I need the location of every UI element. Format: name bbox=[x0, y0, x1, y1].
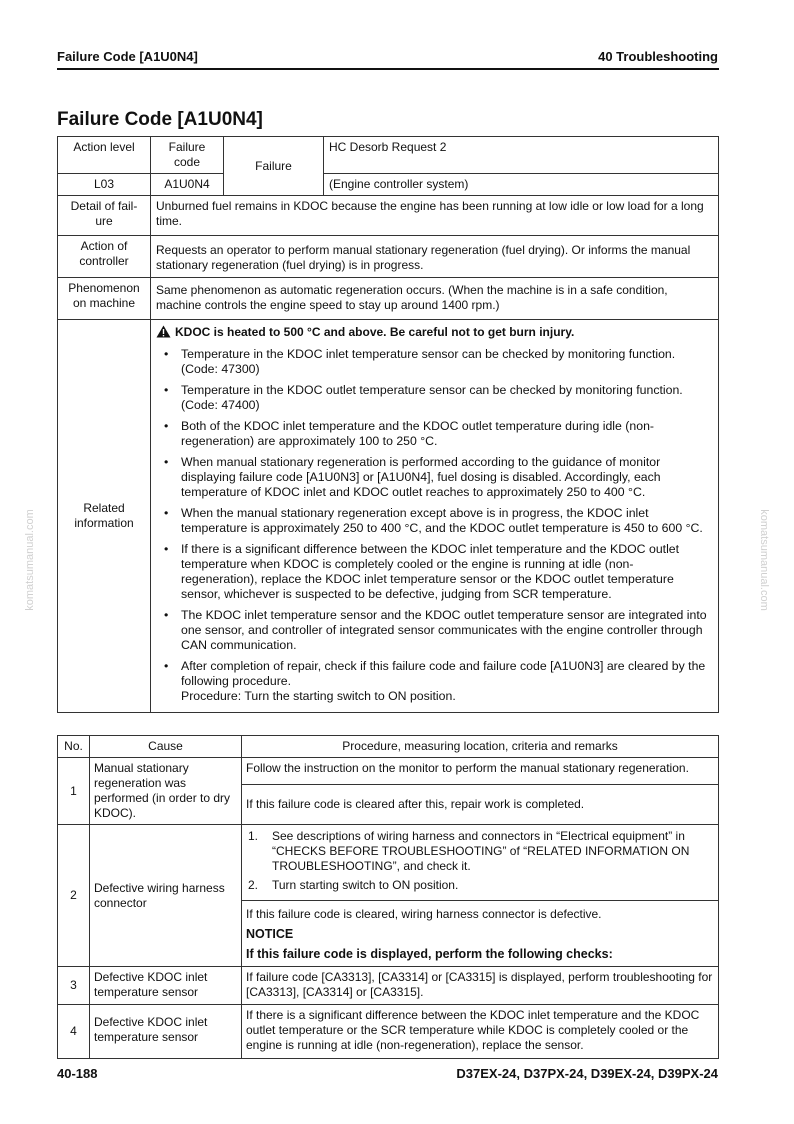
action-level-value: L03 bbox=[58, 174, 151, 196]
related-info-item bbox=[156, 506, 710, 536]
bullet-dot: • bbox=[164, 542, 169, 556]
related-info-item bbox=[156, 347, 710, 377]
related-info-item bbox=[156, 542, 710, 602]
related-info-text: Both of the KDOC inlet temperature and the KDOC outlet temperature during idle (non-regeneration) are approximately 100 to 250 °C. bbox=[181, 419, 654, 448]
header-no: No. bbox=[58, 736, 90, 758]
page-title: Failure Code [A1U0N4] bbox=[57, 109, 263, 130]
step-number: 1. bbox=[248, 829, 259, 843]
related-info-list bbox=[156, 347, 710, 704]
related-info-label: Related information bbox=[58, 320, 151, 713]
row-2-no: 2 bbox=[58, 825, 90, 967]
related-info-item bbox=[156, 383, 710, 413]
row-2-cause: Defective wiring harness connector bbox=[90, 825, 242, 967]
related-info-item bbox=[156, 659, 710, 704]
related-info-item bbox=[156, 419, 710, 449]
header-failure-code: Failure code bbox=[151, 137, 224, 174]
phenomenon-label: Phenomenon on machine bbox=[58, 278, 151, 320]
related-info-cell bbox=[151, 320, 719, 713]
header-rule bbox=[57, 68, 719, 70]
row-3-cause: Defective KDOC inlet temperature sensor bbox=[90, 967, 242, 1005]
related-info-text: When manual stationary regeneration is performed according to the guidance of monitor displaying failure code [A1U0N3] or [A1U0N4], fuel dosing is disabled. Accordingly, each temperature of KDOC inlet and KDOC outlet reaches to approximately 250 to 400 °C. bbox=[181, 455, 661, 499]
row-1-no: 1 bbox=[58, 758, 90, 825]
step-number: 2. bbox=[248, 878, 259, 892]
model-list: D37EX-24, D37PX-24, D39EX-24, D39PX-24 bbox=[456, 1066, 718, 1081]
related-info-text: If there is a significant difference between the KDOC inlet temperature and the KDOC outlet temperature when KDOC is completely cooled or the engine is running at idle (non-regeneration), replace the KDOC inlet temperature sensor or the KDOC outlet temperature sensor, whichever is suspected to be defective, judging from SCR temperature. bbox=[181, 542, 680, 601]
related-info-item bbox=[156, 608, 710, 653]
bullet-dot: • bbox=[164, 608, 169, 622]
step-item bbox=[246, 878, 714, 893]
row-1-procedure-a: Follow the instruction on the monitor to perform the manual stationary regeneration. bbox=[242, 758, 719, 785]
row-4-no: 4 bbox=[58, 1005, 90, 1059]
warning-text: KDOC is heated to 500 °C and above. Be careful not to get burn injury. bbox=[175, 325, 575, 339]
related-info-text: Temperature in the KDOC inlet temperature sensor can be checked by monitoring function. (Code: 47300) bbox=[181, 347, 676, 376]
row-2-result: If this failure code is cleared, wiring harness connector is defective. bbox=[246, 907, 602, 921]
detail-text: Unburned fuel remains in KDOC because the engine has been running at low idle or low load for a long time. bbox=[151, 196, 719, 236]
bullet-dot: • bbox=[164, 659, 169, 673]
detail-label: Detail of fail-ure bbox=[58, 196, 151, 236]
row-3-no: 3 bbox=[58, 967, 90, 1005]
row-3-procedure: If failure code [CA3313], [CA3314] or [CA3315] is displayed, perform troubleshooting for [CA3313], [CA3314] or [CA3315]. bbox=[242, 967, 719, 1005]
bullet-dot: • bbox=[164, 347, 169, 361]
notice-text: If this failure code is displayed, perform the following checks: bbox=[246, 947, 613, 961]
step-item bbox=[246, 829, 714, 874]
bullet-dot: • bbox=[164, 506, 169, 520]
warning-triangle-icon bbox=[156, 325, 171, 342]
row-2-steps-cell bbox=[242, 825, 719, 901]
failure-name: HC Desorb Request 2 bbox=[324, 137, 719, 174]
related-info-text: The KDOC inlet temperature sensor and the KDOC outlet temperature sensor are integrated into one sensor, and controller of integrated sensor communicates with the engine controller through CAN communication. bbox=[181, 608, 707, 652]
related-info-text: Temperature in the KDOC outlet temperature sensor can be checked by monitoring function. (Code: 47400) bbox=[181, 383, 683, 412]
row-2-steps bbox=[246, 829, 714, 893]
bullet-dot: • bbox=[164, 383, 169, 397]
related-info-item bbox=[156, 455, 710, 500]
header-section-title: Failure Code [A1U0N4] bbox=[57, 49, 198, 64]
action-of-controller-text: Requests an operator to perform manual stationary regeneration (fuel drying). Or informs the manual stationary regeneration (fuel drying) is in progress. bbox=[151, 236, 719, 278]
header-action-level: Action level bbox=[58, 137, 151, 174]
row-2-result-cell bbox=[242, 901, 719, 967]
header-chapter-title: 40 Troubleshooting bbox=[598, 49, 718, 64]
bullet-dot: • bbox=[164, 455, 169, 469]
related-info-text: After completion of repair, check if this failure code and failure code [A1U0N3] are cleared by the following procedure. Procedure: Turn the starting switch to ON position. bbox=[181, 659, 706, 703]
notice-heading: NOTICE bbox=[246, 927, 294, 941]
watermark-left: komatsumanual.com bbox=[24, 509, 36, 611]
failure-info-table bbox=[57, 136, 719, 713]
action-of-controller-label: Action of controller bbox=[58, 236, 151, 278]
warning-line bbox=[156, 325, 710, 342]
step-text: See descriptions of wiring harness and connectors in “Electrical equipment” in “CHECKS BEFORE TROUBLESHOOTING” of “RELATED INFORMATION ON TROUBLESHOOTING”, and check it. bbox=[272, 829, 690, 873]
phenomenon-text: Same phenomenon as automatic regeneration occurs. (When the machine is in a safe condition, machine controls the engine speed to stay up around 1400 rpm.) bbox=[151, 278, 719, 320]
cause-table bbox=[57, 735, 719, 1059]
failure-label: Failure bbox=[224, 137, 324, 196]
watermark-right: komatsumanual.com bbox=[758, 509, 770, 611]
row-4-procedure: If there is a significant difference between the KDOC inlet temperature and the KDOC outlet temperature or the SCR temperature while KDOC is completely cooled or the engine is running at idle (non-regeneration), replace the sensor. bbox=[242, 1005, 719, 1059]
failure-code-value: A1U0N4 bbox=[151, 174, 224, 196]
page-number: 40-188 bbox=[57, 1066, 98, 1081]
row-4-cause: Defective KDOC inlet temperature sensor bbox=[90, 1005, 242, 1059]
header-procedure: Procedure, measuring location, criteria and remarks bbox=[242, 736, 719, 758]
failure-system: (Engine controller system) bbox=[324, 174, 719, 196]
related-info-text: When the manual stationary regeneration except above is in progress, the KDOC inlet temperature is approximately 250 to 400 °C, and the KDOC outlet temperature is 450 to 600 °C. bbox=[181, 506, 703, 535]
step-text: Turn starting switch to ON position. bbox=[272, 878, 459, 892]
bullet-dot: • bbox=[164, 419, 169, 433]
header-cause: Cause bbox=[90, 736, 242, 758]
row-1-cause: Manual stationary regeneration was performed (in order to dry KDOC). bbox=[90, 758, 242, 825]
row-1-procedure-b: If this failure code is cleared after this, repair work is completed. bbox=[242, 785, 719, 825]
